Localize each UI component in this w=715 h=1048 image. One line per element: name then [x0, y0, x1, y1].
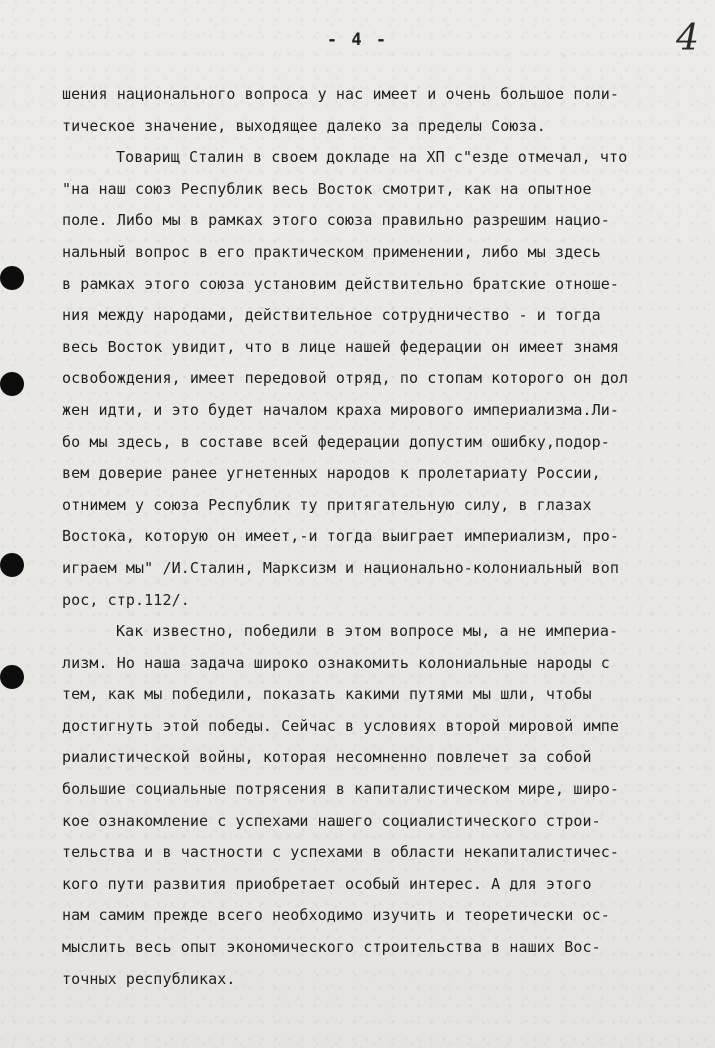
text-line: "на наш союз Республик весь Восток смотрит, как на опытное: [62, 179, 592, 198]
text-line: тем, как мы победили, показать какими путями мы шли, чтобы: [62, 685, 592, 704]
text-line: бо мы здесь, в составе всей федерации допустим ошибку,подор-: [62, 432, 610, 451]
text-line: риалистической войны, которая несомненно повлечет за собой: [62, 748, 592, 767]
document-body: [62, 79, 712, 995]
text-line: мыслить весь опыт экономического строительства в наших Вос-: [62, 938, 601, 957]
text-line: Товарищ Сталин в своем докладе на ХП с"езде отмечал, что: [116, 148, 628, 167]
text-line: отнимем у союза Республик ту притягательную силу, в глазах: [62, 495, 592, 514]
text-line: точных республиках.: [62, 969, 236, 988]
text-line: лизм. Но наша задача широко ознакомить колониальные народы с: [62, 653, 610, 672]
text-line: нальный вопрос в его практическом применении, либо мы здесь: [62, 242, 601, 261]
text-line: тическое значение, выходящее далеко за пределы Союза.: [62, 116, 546, 135]
text-line: жен идти, и это будет началом краха мирового империализма.Ли-: [62, 400, 619, 419]
page-number: - 4 -: [326, 30, 389, 50]
text-line: ния между народами, действительное сотрудничество - и тогда: [62, 306, 601, 325]
text-line: кого пути развития приобретает особый интерес. А для этого: [62, 874, 592, 893]
text-line: играем мы" /И.Сталин, Марксизм и национально-колониальный воп: [62, 558, 619, 577]
punch-hole: [0, 665, 24, 689]
text-line: кое ознакомление с успехами нашего социалистического строи-: [62, 811, 601, 830]
punch-hole: [0, 372, 24, 396]
text-line: освобождения, имеет передовой отряд, по стопам которого он дол: [62, 369, 629, 388]
text-line: тельства и в частности с успехами в области некапиталистичес-: [62, 843, 619, 862]
text-line: Востока, которую он имеет,-и тогда выиграет империализм, про-: [62, 527, 619, 546]
text-line: Как известно, победили в этом вопросе мы, а не империа-: [116, 622, 619, 641]
text-line: достигнуть этой победы. Сейчас в условиях второй мировой импе: [62, 716, 619, 735]
text-line: весь Восток увидит, что в лице нашей федерации он имеет знамя: [62, 337, 619, 356]
text-line: большие социальные потрясения в капиталистическом мире, широ-: [62, 780, 619, 799]
text-line: поле. Либо мы в рамках этого союза правильно разрешим нацио-: [62, 211, 610, 230]
text-line: рос, стр.112/.: [62, 590, 190, 609]
text-line: вем доверие ранее угнетенных народов к пролетариату России,: [62, 464, 601, 483]
text-line: шения национального вопроса у нас имеет и очень большое поли-: [62, 85, 619, 103]
text-line: в рамках этого союза установим действительно братские отноше-: [62, 274, 619, 293]
text-line: нам самим прежде всего необходимо изучить и теоретически ос-: [62, 906, 610, 925]
punch-hole: [0, 266, 24, 290]
punch-hole: [0, 553, 24, 577]
sheet-number: 4: [676, 18, 699, 59]
